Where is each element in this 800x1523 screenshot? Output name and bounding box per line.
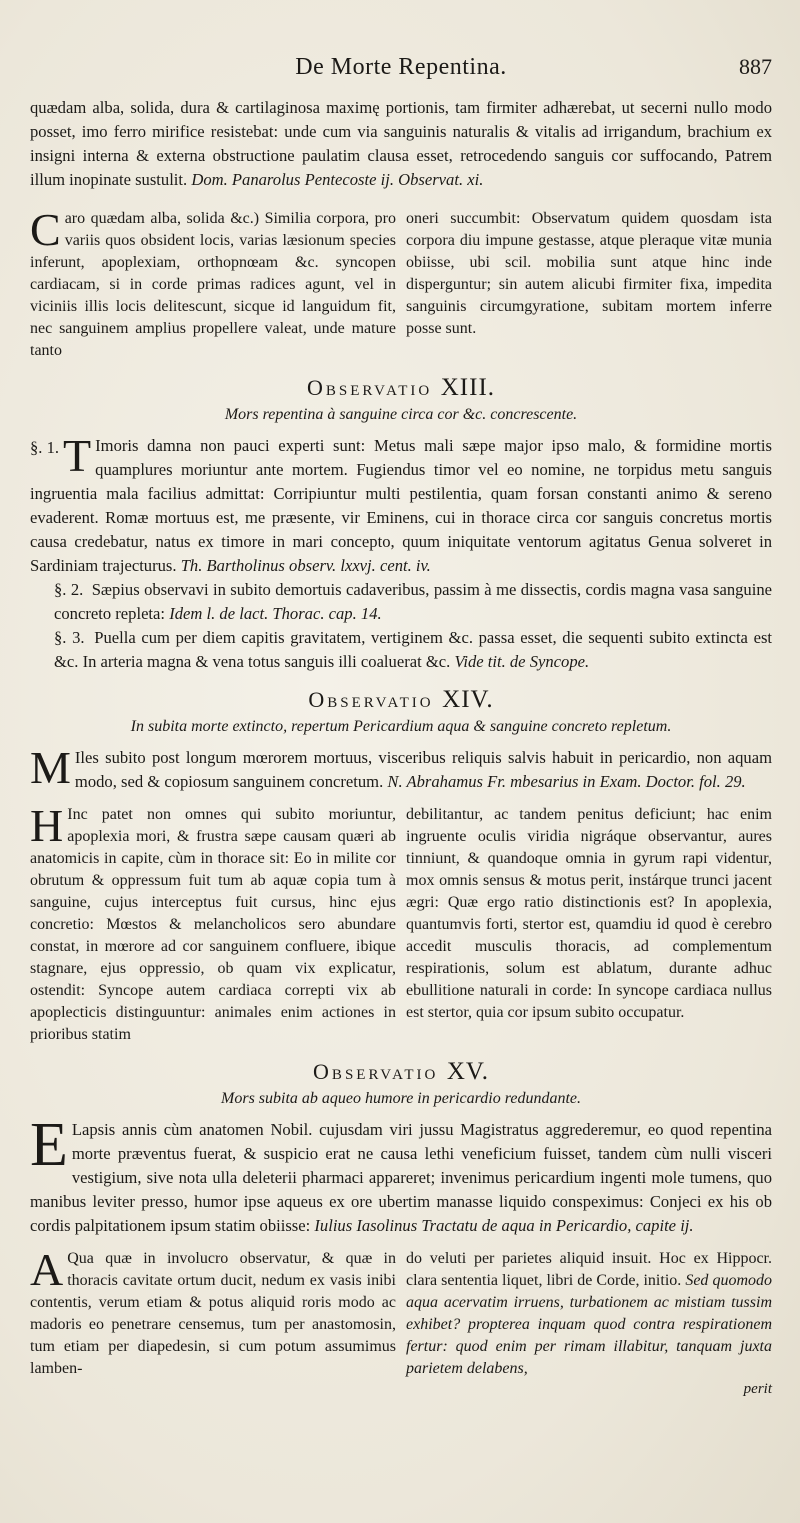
observation-label: Observatio <box>306 375 433 400</box>
aqua-left-column <box>30 1244 396 1380</box>
hinc-left-text: Inc patet non omnes qui subito moriuntur, apoplexia mori, & frustra sæpe causam quæri ab anatomicis in capite, cùm in thorace sit: Eo in milite cor obrutum & oppressum fuit tum ab aquæ copia tum à sanguine, cujus interceptus fuit cursus, hinc ejus concretio: Mœstos & melancholicos sero abundare constat, in mœrore ad cor sanguinem confluere, ibique stagnare, ejus oppressio, ob quam vix explicatur, ostendit: Syncope autem cardiaca correpti vix ab apoplecticis distinguuntur: animales enim actiones in prioribus statim <box>30 806 396 1043</box>
caro-right-column: oneri succumbit: Observatum quidem quosdam ista corpora diu impune gestasse, atque pleraque vitæ munia obiisse, ubi scil. mobilia sunt atque hinc inde disperguntur; sin autem alicubi firmiter fixa, impedita sanguinis circumgyratione, subitam mortem inferre posse sunt. <box>406 210 772 337</box>
aqua-left-text: Qua quæ in involucro observatur, & quæ in thoracis cavitate ortum ducit, nedum ex vasis inibi contentis, verum etiam & potus aliquid roris modo ac madoris eo penetrare censemus, tum per anastomosin, tum etiam per diapedesin, si cum potum assumimus lamben- <box>30 1250 396 1377</box>
caro-commentary <box>30 204 772 362</box>
observation-15-subtitle: Mors subita ab aqueo humore in pericardio redundante. <box>221 1090 581 1107</box>
hinc-right-column: debilitantur, ac tandem penitus deficiunt; hac enim ingruente oculis viridia nigráque observantur, aures tinniunt, & quandoque omnia in gyrum rapi videntur, mox omnis sensus & motus perit, instárque trunci jacent ægri: Quæ ergo ratio distinctionis est? In apoplexia, quantumvis forti, stertor est, quamdiu id quod è cerebro accedit musculis thoracis, ad complementum respirationis, solum est ablatum, durante adhuc ebullitione naturali in corde: In syncope cardiaca nullus est stertor, quia cor ipsum subito occupatur. <box>406 806 772 1021</box>
section-reference: Idem l. de lact. Thorac. cap. 14. <box>169 604 382 623</box>
page-header <box>30 54 772 94</box>
caro-left-text: aro quædam alba, solida &c.) Similia corpora, pro variis quos obsident locis, varias læsionum species inferunt, apoplexiam, orthopnœam &c. syncopen cardiacam, si in corde primas radices agunt, vel in viciniis illis locis delitescunt, sicque id languidum fit, nec sanguinem amplius propellere valeat, unde mature tanto <box>30 210 396 359</box>
obs15-text: Lapsis annis cùm anatomen Nobil. cujusdam viri jussu Magistratus aggrederemur, eo quod repentina morte præventus fuerat, & suspicio erat ne causa lethi veneficium fuisset, tandem cùm nulli visceri vestigium, sive nota ulla deleterii pharmaci appareret; invenimus pericardium ingenti mole tumens, quo manibus leviter presso, humor ipse aqueus ex ore ubertim manasse liquido conspeximus: Conjeci ex his ob cordis palpitationem ipsum statim obiisse: <box>30 1120 772 1235</box>
catchword: perit <box>743 1381 772 1397</box>
observation-numeral: XIII. <box>440 374 496 401</box>
drop-cap: M <box>30 742 71 793</box>
hinc-left-column <box>30 800 396 1046</box>
drop-cap: E <box>30 1111 68 1179</box>
section-number: §. 2. <box>54 580 84 599</box>
observation-14-subtitle: In subita morte extincto, repertum Pericardium aqua & sanguine concreto repletum. <box>130 718 672 735</box>
drop-cap: A <box>30 1244 64 1295</box>
page-number: 887 <box>739 54 772 79</box>
aqua-commentary <box>30 1244 773 1380</box>
section-number: §. 1. <box>30 438 60 457</box>
section-number: §. 3. <box>54 628 85 647</box>
observation-label: Observatio <box>308 687 434 712</box>
section-text: Sæpius observavi in subito demortuis cadaveribus, passim à me dissectis, cordis magna vasa sanguine concreto repleta: <box>54 580 772 623</box>
section-text: Puella cum per diem capitis gravitatem, vertiginem &c. passa esset, die sequenti subito extincta est &c. In arteria magna & vena totus sanguis illi coaluerat &c. <box>54 628 773 671</box>
observation-numeral: XIV. <box>442 686 494 713</box>
observation-14-heading <box>30 686 772 714</box>
intro-reference: Dom. Panarolus Pentecoste ij. Observat. xi. <box>191 170 484 189</box>
obs13-section-3 <box>30 626 772 674</box>
aqua-right-text: do veluti per parietes aliquid insuit. Hoc ex Hippocr. clara sententia liquet, libri de Corde, initio. <box>406 1250 772 1289</box>
obs15-paragraph <box>30 1111 772 1238</box>
obs13-section-1 <box>30 430 772 578</box>
obs15-reference: Iulius Iasolinus Tractatu de aqua in Pericardio, capite ij. <box>314 1216 694 1235</box>
drop-cap: C <box>30 204 61 255</box>
hinc-commentary <box>30 800 772 1046</box>
caro-left-column <box>30 204 396 362</box>
observation-13-heading <box>30 374 772 402</box>
observation-numeral: XV. <box>446 1058 489 1085</box>
drop-cap: H <box>30 800 64 851</box>
observation-13-subtitle: Mors repentina à sanguine circa cor &c. concrescente. <box>224 406 578 423</box>
obs14-paragraph <box>30 742 772 794</box>
observation-label: Observatio <box>313 1059 439 1084</box>
intro-text: quædam alba, solida, dura & cartilaginosa maximę portionis, tam firmiter adhærebat, ut secerni nullo modo posset, imo ferro mirifice resistebat: unde cum via sanguinis naturalis & vitalis ad irrigandum, brachium ex insigni interna & externa obstructione paulatim clausa esset, retrocedendo sanguis cor suffocando, Patrem illum inopinate sustulit. <box>30 98 772 189</box>
obs14-text: Iles subito post longum mœrorem mortuus, visceribus reliquis salvis habuit in pericardio, non aquam modo, sed & copiosum sanguinem concretum. <box>74 748 772 791</box>
intro-paragraph <box>30 96 772 192</box>
section-reference: Vide tit. de Syncope. <box>454 652 590 671</box>
obs14-reference: N. Abrahamus Fr. mbesarius in Exam. Doctor. fol. 29. <box>387 772 746 791</box>
running-title: De Morte Repentina. <box>295 54 507 80</box>
aqua-right-column <box>406 1248 772 1380</box>
section-reference: Th. Bartholinus observ. lxxvj. cent. iv. <box>180 556 431 575</box>
section-text: Imoris damna non pauci experti sunt: Metus mali sæpe major ipso malo, & formidine mortis quamplures moriuntur ante mortem. Fugiendus timor vel eo nomine, ne torpidus metu sanguis ingruentia mala facilius admittat: Corripiuntur multi pestilentia, quam forsan constanti animo & sereno evaderent. Romæ mortuus est, me præsente, vir Eminens, cui in thorace circa cor sanguis concretus mortis causa credebatur, natus ex timore in mari concepto, quum iniquitate ventorum agitatus Genua solveret in Sardiniam trajecturus. <box>30 436 772 575</box>
drop-cap: T <box>63 430 92 481</box>
aqua-right-quote: Sed quomodo aqua acervatim irruens, turbationem ac mistiam tussim exhibet? propterea inquam quod contra respirationem fertur: quod enim per rimam illabitur, tanquam juxta parietem delabens, <box>406 1272 773 1377</box>
observation-15-heading <box>30 1058 772 1086</box>
obs13-section-2 <box>30 578 772 626</box>
